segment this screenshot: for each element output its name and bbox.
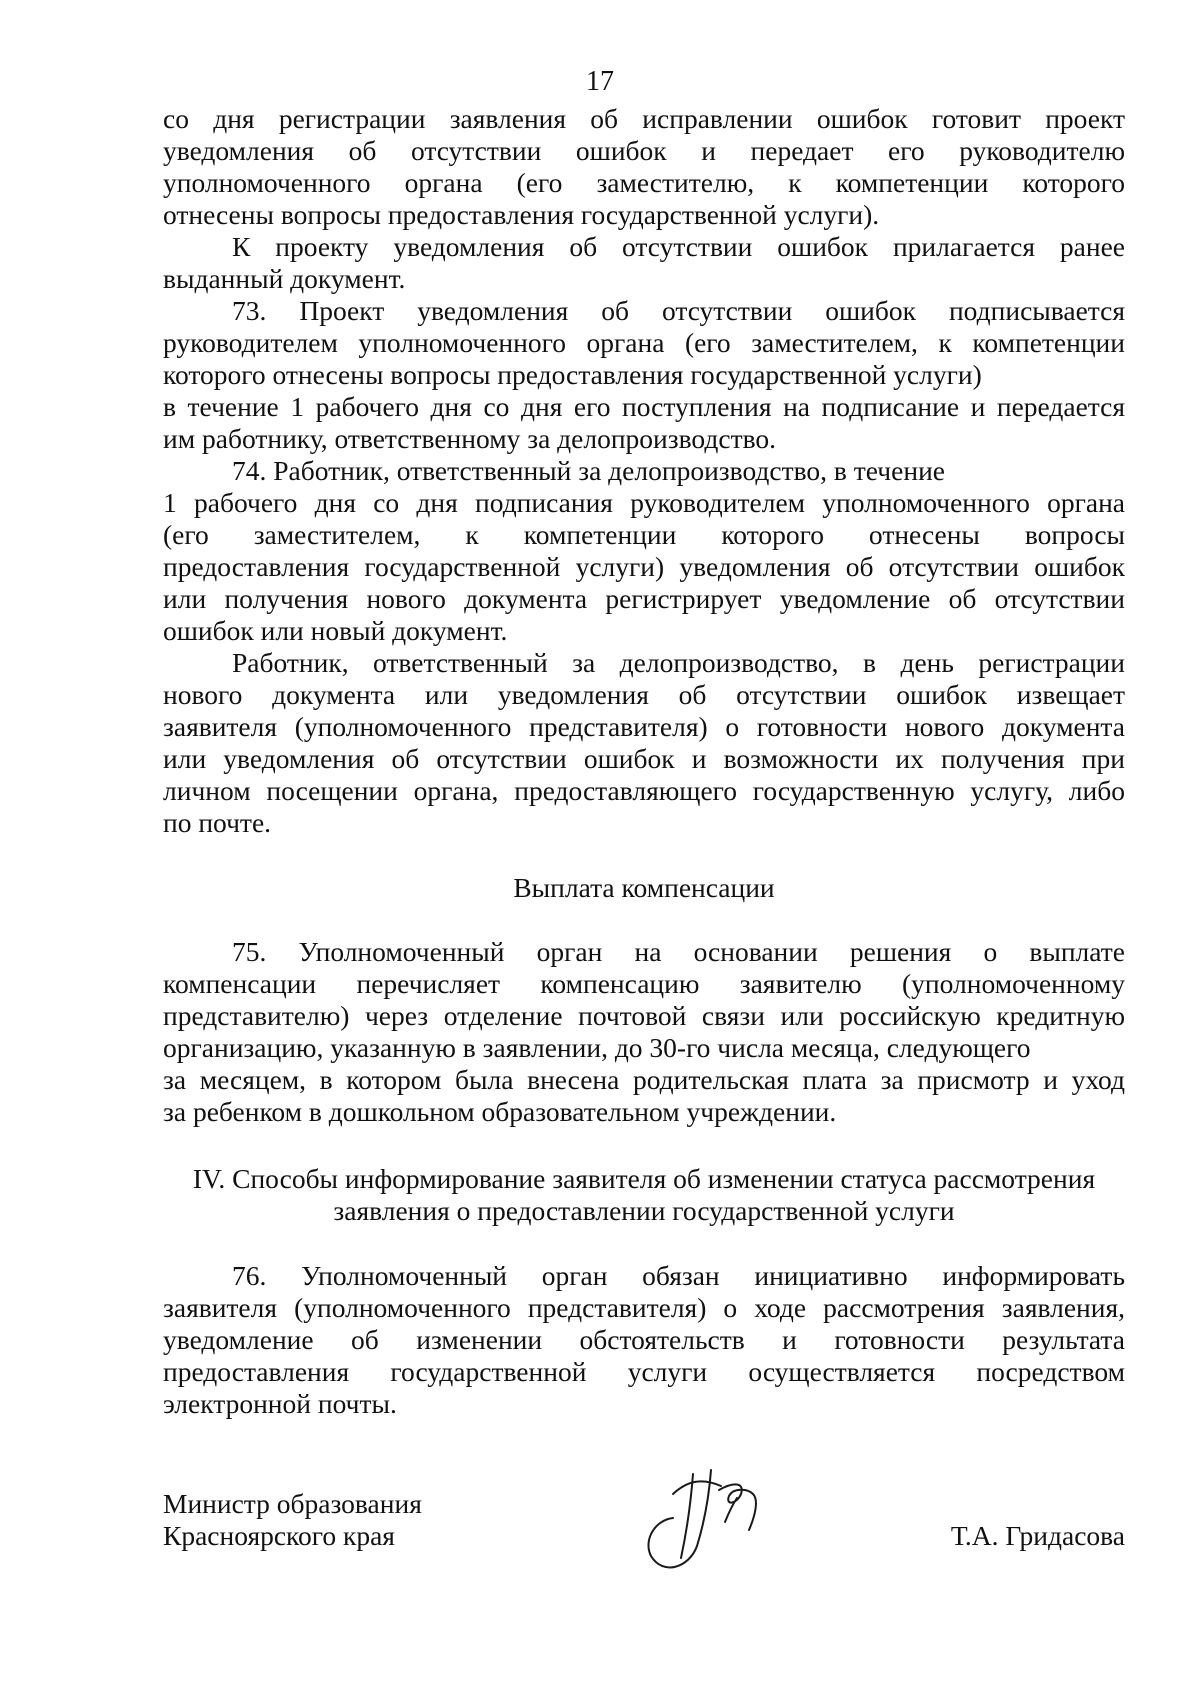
text-line: 73. Проект уведомления об отсутствии ошибок подписывается [232, 295, 1125, 326]
text-line: 74. Работник, ответственный за делопроизводство, в течение [232, 455, 945, 486]
heading-line: IV. Способы информирование заявителя об изменении статуса рассмотрения [192, 1163, 1096, 1194]
text-line: предоставления государственной услуги осуществляется посредством [163, 1356, 1125, 1387]
text-line: руководителем уполномоченного органа (его заместителем, к компетенции [163, 327, 1125, 358]
page-number: 17 [586, 66, 614, 97]
text-line: в течение 1 рабочего дня со дня его поступления на подписание и передается [163, 391, 1125, 422]
text-line: заявителя (уполномоченного представителя) о готовности нового документа [163, 711, 1125, 742]
text-line: уведомления об отсутствии ошибок и передает его руководителю [163, 135, 1125, 166]
text-line: (его заместителем, к компетенции которого отнесены вопросы [163, 519, 1125, 550]
text-line: выданный документ. [163, 263, 406, 294]
text-line: 76. Уполномоченный орган обязан инициативно информировать [232, 1260, 1125, 1291]
heading-text: Выплата компенсации [513, 872, 775, 903]
name-text: Т.А. Гридасова [950, 1520, 1125, 1551]
paragraphs-block-1 [163, 103, 1125, 839]
heading-line: заявления о предоставлении государственной услуги [333, 1195, 955, 1226]
signatory-position [163, 1488, 422, 1552]
text-line: организацию, указанную в заявлении, до 30-го числа месяца, следующего [163, 1032, 1031, 1063]
text-line: за ребенком в дошкольном образовательном учреждении. [163, 1096, 837, 1127]
section-heading-iv [163, 1163, 1125, 1227]
text-line: К проекту уведомления об отсутствии ошибок прилагается ранее [232, 231, 1125, 262]
paragraphs-block-2 [163, 936, 1125, 1128]
text-line: которого отнесены вопросы предоставления государственной услуги) [163, 359, 982, 390]
text-line: им работнику, ответственному за делопроизводство. [163, 423, 777, 454]
text-line: 1 рабочего дня со дня подписания руководителем уполномоченного органа [163, 487, 1125, 518]
text-line: или уведомления об отсутствии ошибок и возможности их получения при [163, 743, 1125, 774]
text-line: нового документа или уведомления об отсутствии ошибок извещает [163, 679, 1125, 710]
text-line: Работник, ответственный за делопроизводство, в день регистрации [232, 647, 1125, 678]
text-line: ошибок или новый документ. [163, 615, 508, 646]
position-line: Красноярского края [163, 1520, 395, 1551]
text-line: личном посещении органа, предоставляющего государственную услугу, либо [163, 775, 1125, 806]
text-line: 75. Уполномоченный орган на основании решения о выплате [232, 936, 1125, 967]
text-line: за месяцем, в котором была внесена родительская плата за присмотр и уход [163, 1064, 1125, 1095]
text-line: представителю) через отделение почтовой связи или российскую кредитную [163, 1000, 1125, 1031]
handwritten-signature [633, 1460, 813, 1580]
section-heading-payment [163, 872, 1125, 904]
text-line: по почте. [163, 807, 272, 838]
text-line: электронной почты. [163, 1388, 397, 1419]
text-line: компенсации перечисляет компенсацию заявителю (уполномоченному [163, 968, 1125, 999]
text-line: уведомление об изменении обстоятельств и готовности результата [163, 1324, 1125, 1355]
text-line: со дня регистрации заявления об исправлении ошибок готовит проект [163, 103, 1125, 134]
text-line: уполномоченного органа (его заместителю, к компетенции которого [163, 167, 1125, 198]
paragraphs-block-3 [163, 1260, 1125, 1420]
signatory-name [951, 1520, 1125, 1552]
text-line: заявителя (уполномоченного представителя) о ходе рассмотрения заявления, [163, 1292, 1125, 1323]
text-line: или получения нового документа регистрирует уведомление об отсутствии [163, 583, 1125, 614]
text-line: отнесены вопросы предоставления государственной услуги). [163, 199, 880, 230]
text-line: предоставления государственной услуги) уведомления об отсутствии ошибок [163, 551, 1125, 582]
position-line: Министр образования [163, 1488, 422, 1519]
